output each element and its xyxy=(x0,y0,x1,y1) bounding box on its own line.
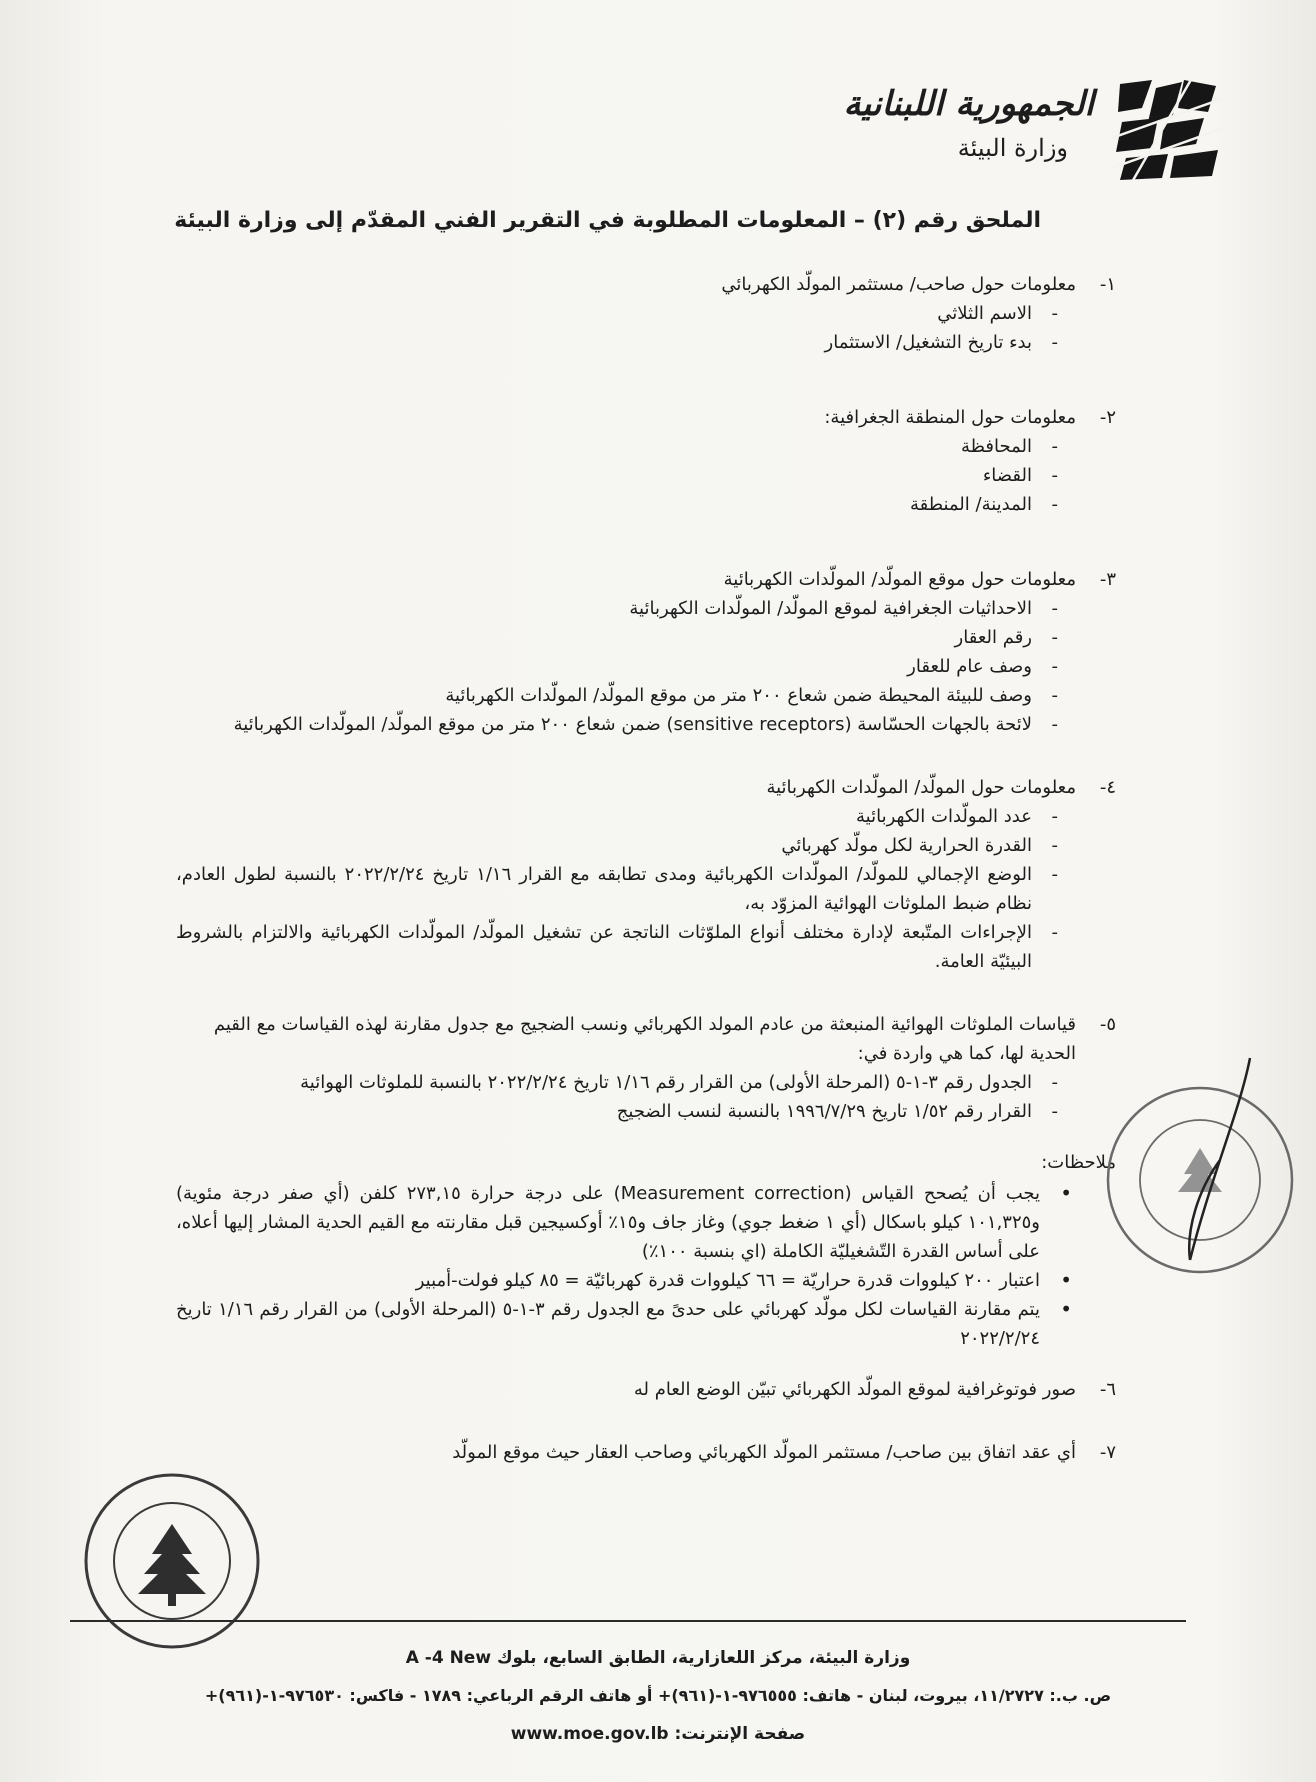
section-heading: معلومات حول المولّد/ المولّدات الكهربائية xyxy=(766,777,1076,798)
footer-address: وزارة البيئة، مركز اللعازارية، الطابق السابع، بلوك A -4 New xyxy=(405,1648,911,1668)
section-number: ٦- xyxy=(1099,1379,1116,1400)
ministry-name: وزارة البيئة xyxy=(957,134,1068,162)
section-heading: معلومات حول المنطقة الجغرافية: xyxy=(824,407,1076,428)
section-number: ٧- xyxy=(1099,1442,1116,1463)
notes-list xyxy=(176,1179,1116,1353)
footer-contacts: ص. ب.: ١١/٢٧٢٧، بيروت، لبنان - هاتف: ٩٧٦٥٥٥-١-(٩٦١)+ أو هاتف الرقم الرباعي: ١٧٨٩ - فاكس: ٩٧٦٥٣٠-١-(٩٦١)+ xyxy=(204,1686,1112,1705)
list-item: - الاحداثيات الجغرافية لموقع المولّد/ المولّدات الكهربائية xyxy=(176,594,1058,623)
section-number: ٤- xyxy=(1099,777,1116,798)
section-items xyxy=(176,432,1116,519)
section-heading: معلومات حول موقع المولّد/ المولّدات الكهربائية xyxy=(723,569,1076,590)
section-heading: قياسات الملوثات الهوائية المنبعثة من عادم المولد الكهربائي ونسب الضجيج مع جدول مقارنة لهذه القياسات مع القيم الحدية لها، كما هي واردة في: xyxy=(213,1014,1076,1064)
list-item: - الاسم الثلاثي xyxy=(176,299,1058,328)
section-items xyxy=(176,594,1116,739)
list-item: - رقم العقار xyxy=(176,623,1058,652)
section-7 xyxy=(176,1438,1116,1467)
list-item: - المدينة/ المنطقة xyxy=(176,490,1058,519)
list-item: - المحافظة xyxy=(176,432,1058,461)
list-item: - وصف عام للعقار xyxy=(176,652,1058,681)
list-item: - الجدول رقم ٣-١-٥ (المرحلة الأولى) من القرار رقم ١/١٦ تاريخ ٢٠٢٢/٢/٢٤ بالنسبة للملوثات الهوائية xyxy=(176,1068,1058,1097)
section-2 xyxy=(176,403,1116,519)
note-item: • يجب أن يُصحح القياس (Measurement correction) على درجة حرارة ٢٧٣,١٥ كلفن (أي صفر درجة مئوية) و١٠١,٣٢٥ كيلو باسكال (أي ١ ضغط جوي) وغاز جاف و١٥٪ أوكسيجين قبل مقارنته مع القيم الحدية المشار إليها أعلاه، على أساس القدرة التّشغيليّة الكاملة (اي بنسبة ١٠٠٪) xyxy=(176,1179,1076,1266)
section-items xyxy=(176,802,1116,976)
list-item: - عدد المولّدات الكهربائية xyxy=(176,802,1058,831)
section-number: ١- xyxy=(1099,274,1116,295)
list-item: - الإجراءات المتّبعة لإدارة مختلف أنواع الملوّثات الناتجة عن تشغيل المولّد/ المولّدات الكهربائية والالتزام بالشروط البيئيّة العامة. xyxy=(176,918,1058,976)
list-item: - لائحة بالجهات الحسّاسة (sensitive receptors) ضمن شعاع ٢٠٠ متر من موقع المولّد/ المولّدات الكهربائية xyxy=(176,710,1058,739)
footer-block: A -4 New xyxy=(405,1648,492,1668)
list-item: - القضاء xyxy=(176,461,1058,490)
list-item: - الوضع الإجمالي للمولّد/ المولّدات الكهربائية ومدى تطابقه مع القرار ١/١٦ تاريخ ٢٠٢٢/٢/٢٤ بالنسبة لطول العادم، نظام ضبط الملوثات الهوائية المزوّد به، xyxy=(176,860,1058,918)
notes-heading: ملاحظات: xyxy=(1041,1152,1116,1173)
section-6 xyxy=(176,1375,1116,1404)
list-item: - القدرة الحرارية لكل مولّد كهربائي xyxy=(176,831,1058,860)
note-item: • اعتبار ٢٠٠ كيلووات قدرة حراريّة = ٦٦ كيلووات قدرة كهربائيّة = ٨٥ كيلو فولت-أمبير xyxy=(176,1266,1076,1295)
letterhead xyxy=(843,70,1224,190)
section-number: ٣- xyxy=(1099,569,1116,590)
section-1 xyxy=(176,270,1116,357)
section-3 xyxy=(176,565,1116,739)
document-body xyxy=(176,270,1116,1483)
website-link[interactable]: www.moe.gov.lb xyxy=(510,1724,669,1744)
section-items xyxy=(176,299,1116,357)
list-item: - بدء تاريخ التشغيل/ الاستثمار xyxy=(176,328,1058,357)
section-heading: صور فوتوغرافية لموقع المولّد الكهربائي تبيّن الوضع العام له xyxy=(633,1379,1076,1400)
list-item: - القرار رقم ١/٥٢ تاريخ ١٩٩٦/٧/٢٩ بالنسبة لنسب الضجيج xyxy=(176,1097,1058,1126)
republic-name: الجمهورية اللبنانية xyxy=(843,84,1094,124)
section-number: ٥- xyxy=(1099,1014,1116,1035)
section-4 xyxy=(176,773,1116,976)
ministry-stamp-icon xyxy=(72,1466,272,1656)
ministry-logo-icon xyxy=(1112,78,1224,182)
footer-divider xyxy=(70,1620,1186,1622)
note-item: • يتم مقارنة القياسات لكل مولّد كهربائي على حدىً مع الجدول رقم ٣-١-٥ (المرحلة الأولى) من القرار رقم ١/١٦ تاريخ ٢٠٢٢/٢/٢٤ xyxy=(176,1295,1076,1353)
signature-stamp-icon xyxy=(1090,1050,1300,1300)
section-5 xyxy=(176,1010,1116,1126)
section-heading: أي عقد اتفاق بين صاحب/ مستثمر المولّد الكهربائي وصاحب العقار حيث موقع المولّد xyxy=(452,1442,1076,1463)
list-item: - وصف للبيئة المحيطة ضمن شعاع ٢٠٠ متر من موقع المولّد/ المولّدات الكهربائية xyxy=(176,681,1058,710)
footer-website: صفحة الإنترنت: www.moe.gov.lb xyxy=(510,1724,806,1744)
section-number: ٢- xyxy=(1099,407,1116,428)
section-items xyxy=(176,1068,1116,1126)
section-heading: معلومات حول صاحب/ مستثمر المولّد الكهربائي xyxy=(721,274,1076,295)
document-title: الملحق رقم (٢) – المعلومات المطلوبة في التقرير الفني المقدّم إلى وزارة البيئة xyxy=(174,208,1041,233)
